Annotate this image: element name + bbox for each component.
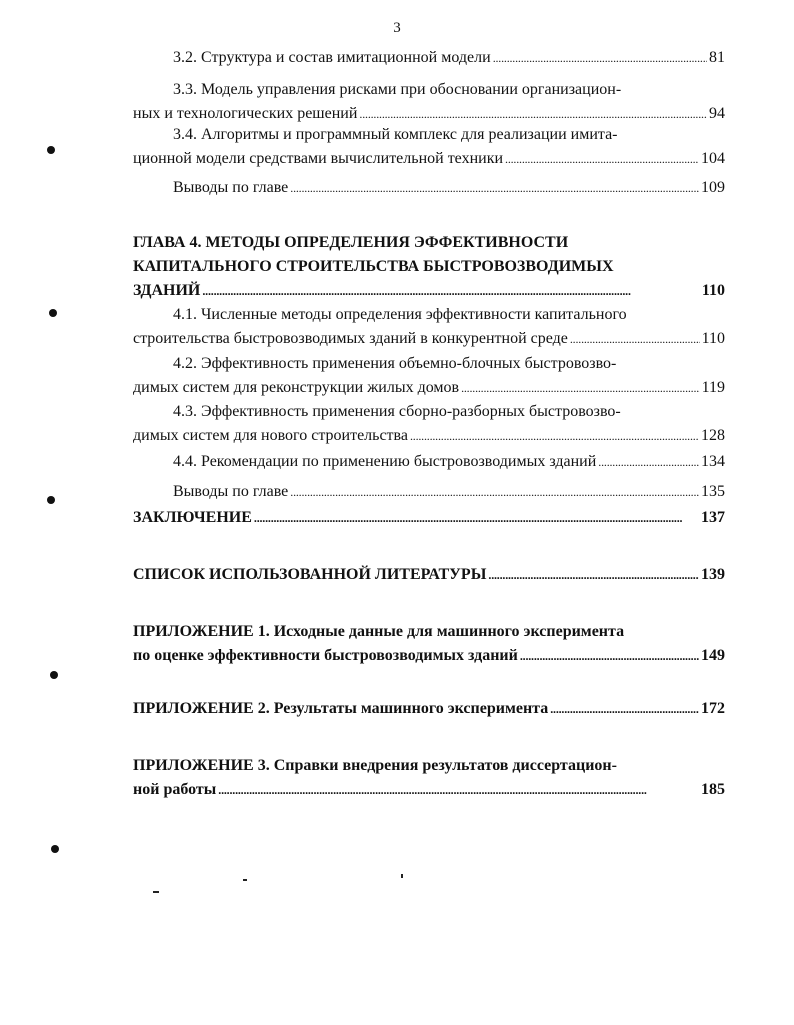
dot-leader <box>410 424 699 448</box>
toc-entry-text: ционной модели средствами вычислительной техники <box>133 150 504 167</box>
scan-speck <box>153 891 159 893</box>
dot-leader <box>254 506 699 530</box>
toc-entry-text: ПРИЛОЖЕНИЕ 3. Справки внедрения результатов диссертацион- <box>133 757 617 774</box>
toc-entry-text: по оценке эффективности быстровозводимых зданий <box>133 647 518 664</box>
toc-entry[interactable] <box>133 480 725 504</box>
toc-page-number: 109 <box>701 179 725 196</box>
toc-entry-text: ГЛАВА 4. МЕТОДЫ ОПРЕДЕЛЕНИЯ ЭФФЕКТИВНОСТИ <box>133 234 569 251</box>
dot-leader <box>461 376 700 400</box>
dot-leader <box>290 176 699 200</box>
toc-entry[interactable] <box>133 303 725 351</box>
toc-entry[interactable] <box>133 506 725 530</box>
toc-page-number: 135 <box>701 483 725 500</box>
dot-leader <box>598 450 699 474</box>
toc-page-number: 104 <box>701 150 725 167</box>
toc-entry[interactable] <box>133 400 725 448</box>
toc-entry[interactable] <box>133 46 725 70</box>
toc-entry-text: строительства быстровозводимых зданий в конкурентной среде <box>133 330 568 347</box>
dot-leader <box>505 147 699 171</box>
dot-leader <box>550 697 699 721</box>
toc-page-number: 128 <box>701 427 725 444</box>
toc-entry[interactable] <box>133 123 725 171</box>
toc-entry-text: СПИСОК ИСПОЛЬЗОВАННОЙ ЛИТЕРАТУРЫ <box>133 566 487 583</box>
toc-entry-text: 3.4. Алгоритмы и программный комплекс для реализации имита- <box>173 126 618 143</box>
toc-page-number: 110 <box>701 330 725 347</box>
binder-mark <box>49 309 57 317</box>
binder-mark <box>50 671 58 679</box>
toc-entry-text: 4.2. Эффективность применения объемно-блочных быстровозво- <box>173 355 617 372</box>
toc-page-number: 149 <box>701 647 725 664</box>
binder-mark <box>47 496 55 504</box>
toc-entry[interactable] <box>133 352 725 400</box>
toc-entry[interactable] <box>133 563 725 587</box>
binder-mark <box>47 146 55 154</box>
toc-entry-text: 3.2. Структура и состав имитационной модели <box>173 49 491 66</box>
dot-leader <box>493 46 707 70</box>
toc-entry[interactable] <box>133 450 725 474</box>
toc-entry-text: ПРИЛОЖЕНИЕ 1. Исходные данные для машинного эксперимента <box>133 623 625 640</box>
toc-page-number: 172 <box>701 700 725 717</box>
page-number: 3 <box>393 20 401 36</box>
toc-page-number: 134 <box>701 453 725 470</box>
toc-entry[interactable] <box>133 620 725 668</box>
toc-page-number: 119 <box>701 379 725 396</box>
toc-entry[interactable] <box>133 697 725 721</box>
toc-page-number: 110 <box>701 282 725 299</box>
toc-entry-text: димых систем для нового строительства <box>133 427 408 444</box>
toc-entry-text: 4.4. Рекомендации по применению быстровозводимых зданий <box>173 453 597 470</box>
toc-entry-text: ной работы <box>133 781 217 798</box>
dot-leader <box>218 778 699 802</box>
toc-entry[interactable] <box>133 754 725 802</box>
toc-entry-text: ЗАКЛЮЧЕНИЕ <box>133 509 252 526</box>
toc-page-number: 185 <box>701 781 725 798</box>
toc-page-number: 139 <box>701 566 725 583</box>
toc-page-number: 137 <box>701 509 725 526</box>
toc-page-number: 81 <box>709 49 725 66</box>
dot-leader <box>290 480 699 504</box>
scan-speck <box>243 879 247 881</box>
toc-entry-text: КАПИТАЛЬНОГО СТРОИТЕЛЬСТВА БЫСТРОВОЗВОДИМЫХ <box>133 258 614 275</box>
toc-entry-text: Выводы по главе <box>173 179 289 196</box>
toc-entry-text: Выводы по главе <box>173 483 289 500</box>
scan-speck <box>401 874 403 878</box>
dot-leader <box>488 563 699 587</box>
toc-entry-text: димых систем для реконструкции жилых домов <box>133 379 460 396</box>
binder-mark <box>51 845 59 853</box>
toc-page-number: 94 <box>709 105 725 122</box>
dot-leader <box>520 644 699 668</box>
toc-entry-text: ПРИЛОЖЕНИЕ 2. Результаты машинного эксперимента <box>133 700 549 717</box>
toc-entry-text: 3.3. Модель управления рисками при обосновании организацион- <box>173 81 622 98</box>
toc-entry[interactable] <box>133 78 725 126</box>
toc-entry-text: 4.3. Эффективность применения сборно-разборных быстровозво- <box>173 403 621 420</box>
toc-entry[interactable] <box>133 231 725 303</box>
dot-leader <box>202 279 700 303</box>
toc-entry[interactable] <box>133 176 725 200</box>
dot-leader <box>570 327 700 351</box>
toc-entry-text: ЗДАНИЙ <box>133 282 201 299</box>
toc-entry-text: ных и технологических решений <box>133 105 358 122</box>
toc-entry-text: 4.1. Численные методы определения эффективности капитального <box>173 306 627 323</box>
